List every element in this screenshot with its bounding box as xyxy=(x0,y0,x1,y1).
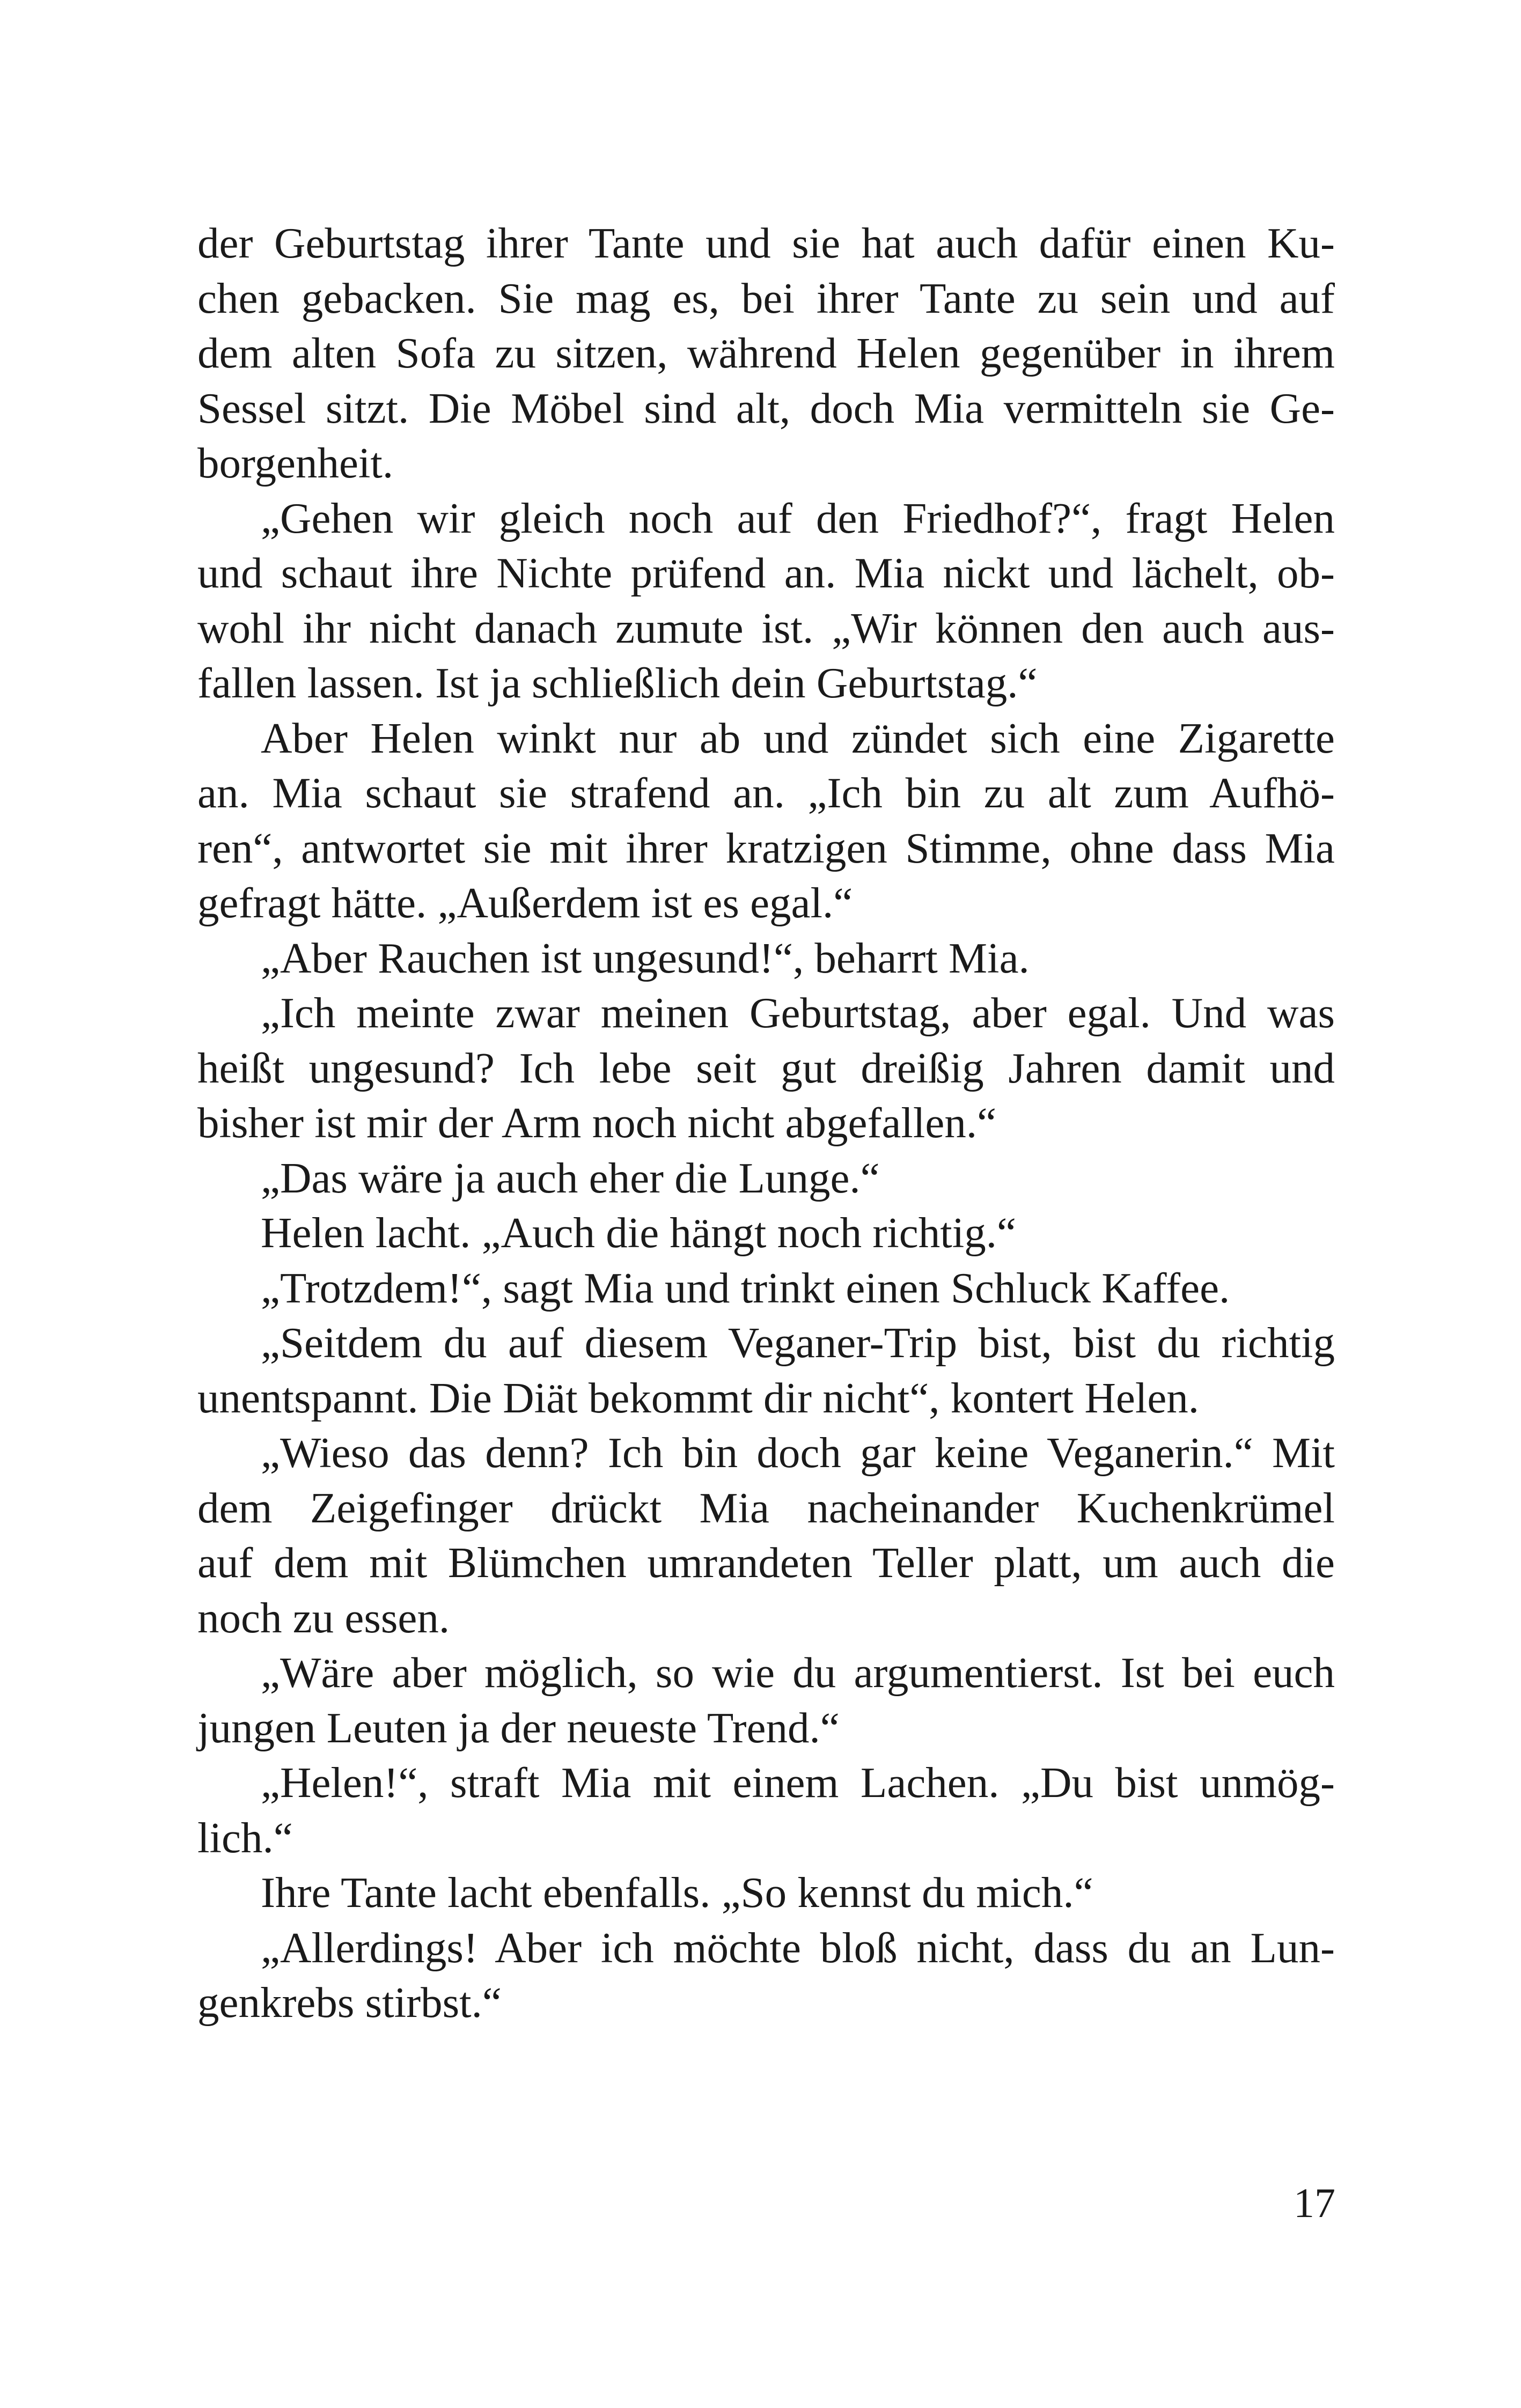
text-line: Ihre Tante lacht ebenfalls. „So kennst du mich.“ xyxy=(261,1868,1093,1917)
text-line: lich.“ xyxy=(197,1813,293,1862)
text-line: der Geburtstag ihrer Tante und sie hat auch dafür einen Ku- xyxy=(197,219,1335,267)
text-line: borgenheit. xyxy=(197,439,394,487)
text-line: an. Mia schaut sie strafend an. „Ich bin zu alt zum Aufhö- xyxy=(197,769,1335,817)
text-line: „Gehen wir gleich noch auf den Friedhof?“, fragt Helen xyxy=(261,494,1335,542)
text-line: „Das wäre ja auch eher die Lunge.“ xyxy=(261,1153,880,1202)
text-line: gefragt hätte. „Außerdem ist es egal.“ xyxy=(197,879,853,927)
text-line: „Aber Rauchen ist ungesund!“, beharrt Mia. xyxy=(261,933,1030,982)
text-line: unentspannt. Die Diät bekommt dir nicht“, kontert Helen. xyxy=(197,1373,1200,1422)
text-line: dem Zeigefinger drückt Mia nacheinander Kuchenkrümel xyxy=(197,1483,1335,1532)
body-text xyxy=(197,216,1335,2030)
text-line: noch zu essen. xyxy=(197,1593,450,1642)
text-line: dem alten Sofa zu sitzen, während Helen gegenüber in ihrem xyxy=(197,329,1335,377)
page-number: 17 xyxy=(1294,2179,1335,2226)
text-line: „Allerdings! Aber ich möchte bloß nicht, dass du an Lun- xyxy=(261,1923,1335,1972)
text-line: auf dem mit Blümchen umrandeten Teller platt, um auch die xyxy=(197,1538,1335,1587)
text-line: und schaut ihre Nichte prüfend an. Mia nickt und lächelt, ob- xyxy=(197,549,1335,597)
text-line: jungen Leuten ja der neueste Trend.“ xyxy=(197,1703,840,1752)
text-line: fallen lassen. Ist ja schließlich dein Geburtstag.“ xyxy=(197,659,1038,707)
text-line: Helen lacht. „Auch die hängt noch richtig.“ xyxy=(261,1209,1016,1257)
text-line: genkrebs stirbst.“ xyxy=(197,1978,502,2027)
text-line: bisher ist mir der Arm noch nicht abgefallen.“ xyxy=(197,1099,997,1147)
text-line: „Helen!“, straft Mia mit einem Lachen. „Du bist unmög- xyxy=(261,1758,1335,1807)
text-line: „Wäre aber möglich, so wie du argumentierst. Ist bei euch xyxy=(261,1648,1335,1697)
text-line: „Ich meinte zwar meinen Geburtstag, aber egal. Und was xyxy=(261,989,1335,1037)
text-line: „Trotzdem!“, sagt Mia und trinkt einen Schluck Kaffee. xyxy=(261,1263,1230,1312)
text-line: „Wieso das denn? Ich bin doch gar keine Veganerin.“ Mit xyxy=(261,1428,1335,1477)
text-line: Aber Helen winkt nur ab und zündet sich eine Zigarette xyxy=(261,713,1335,762)
text-line: Sessel sitzt. Die Möbel sind alt, doch Mia vermitteln sie Ge- xyxy=(197,384,1335,432)
text-line: chen gebacken. Sie mag es, bei ihrer Tante zu sein und auf xyxy=(197,274,1335,322)
text-line: ren“, antwortet sie mit ihrer kratzigen Stimme, ohne dass Mia xyxy=(197,823,1335,872)
text-line: wohl ihr nicht danach zumute ist. „Wir können den auch aus- xyxy=(197,603,1335,652)
text-line: heißt ungesund? Ich lebe seit gut dreißig Jahren damit und xyxy=(197,1043,1335,1092)
text-line: „Seitdem du auf diesem Veganer-Trip bist, bist du richtig xyxy=(261,1319,1335,1367)
